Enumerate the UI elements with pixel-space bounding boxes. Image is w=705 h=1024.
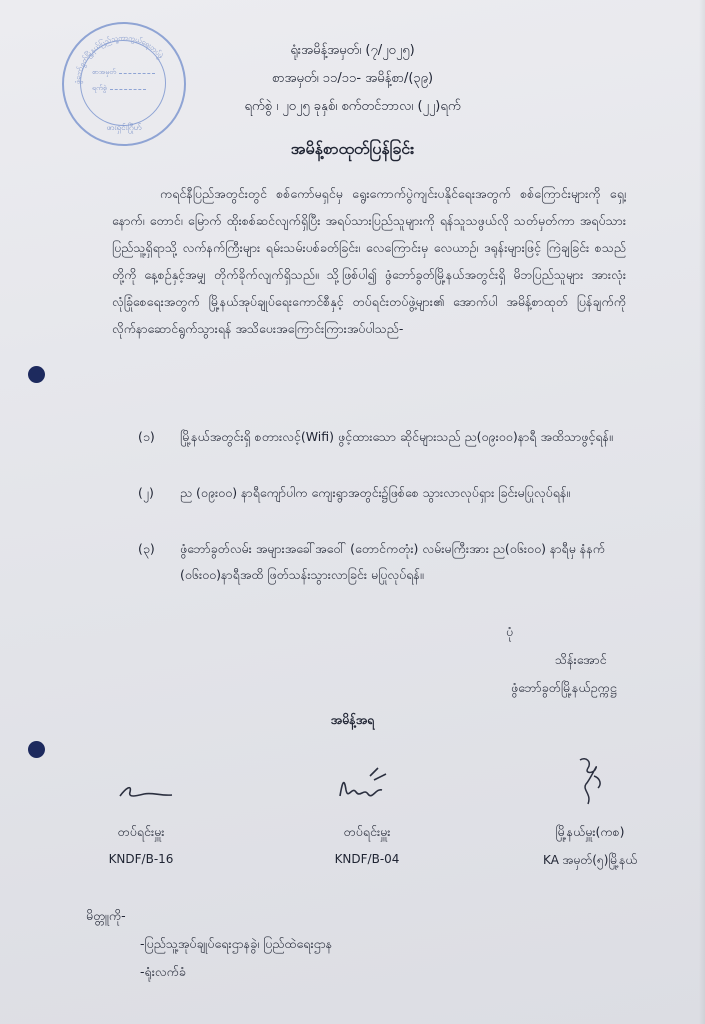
stamp-field-date: ရက်စွဲ xyxy=(92,84,146,94)
item-text: ဖွံဘော်ခွတ်လမ်း အများအခေါ်အဝေါ် (တောင်ကတုံး) လမ်းမကြီးအား ည(၀၆း၀၀) နာရီမှ နံနက် (၀၆း၀၀)နာရီအထိ ဖြတ်သန်းသွားလာခြင်း မပြုလုပ်ရန်။ xyxy=(180,541,606,582)
item-number: (၃) xyxy=(138,541,155,556)
item-number: (၁) xyxy=(138,429,155,444)
signature-drawing-2 xyxy=(334,766,394,804)
signature-drawing-3 xyxy=(572,754,612,810)
stamp-field-ref: စာအမှတ် xyxy=(92,68,155,78)
signer-3-title: မြို့နယ်မှူး(ကစ) xyxy=(555,824,625,839)
item-number: (၂) xyxy=(138,485,154,500)
copy-to-line-1: -ပြည်သူ့အုပ်ချုပ်ရေးဌာနခွဲ၊ ပြည်ထဲရေးဌာန xyxy=(140,936,333,951)
signature-mark: ပုံ xyxy=(506,624,514,639)
signer-3-code: KA အမှတ်(၅)မြို့နယ် xyxy=(543,853,637,867)
copy-to-line-2: -ရုံးလက်ခံ xyxy=(140,964,186,979)
document-title: အမိန့်စာထုတ်ပြန်ခြင်း xyxy=(290,139,415,158)
signature-drawing-1 xyxy=(116,778,176,802)
letter-number: စာအမှတ်၊ ၁၁/၁၁- အမိန့်စာ/(၃၉) xyxy=(271,71,434,86)
signer-1-title: တပ်ရင်းမှူး xyxy=(117,824,165,839)
order-number: ရုံးအမိန့်အမှတ်၊ (၇/၂၀၂၅) xyxy=(290,43,415,58)
signer-1-code: KNDF/B-16 xyxy=(108,852,174,866)
signatory-title: ဖွံဘော်ခွတ်မြို့နယ်ဥက္ကဋ္ဌ xyxy=(511,680,617,695)
signer-2-title: တပ်ရင်းမှူး xyxy=(343,824,391,839)
signer-2-code: KNDF/B-04 xyxy=(334,852,400,866)
binder-hole-bottom xyxy=(28,741,45,758)
by-order-heading: အမိန့်အရ xyxy=(330,712,375,727)
binder-hole-top xyxy=(28,366,45,383)
stamp-ring-text: ဖွံဘော်ခွတ်မြို့နယ်ပြည်သူ့ကာကွယ်ရေးတပ်ဖွဲ့ xyxy=(73,33,165,85)
stamp-bottom-text: ဖားရှင်းဂြိုဟ် xyxy=(106,123,142,132)
signatory-name: သိန်းအောင် xyxy=(555,652,607,667)
body-paragraph: ကရင်နီပြည်အတွင်းတွင် စစ်ကော်မရှင်မှ ရွေးကောက်ပွဲကျင်းပနိုင်ရေးအတွက် စစ်ကြောင်းများကို ရှေ့၊ နောက်၊ တောင်၊ မြောက် ထိုးစစ်ဆင်လျက်ရှိပြီး အရပ်သားပြည်သူများကို ရန်သူသဖွယ်လို သတ်မှတ်ကာ အရပ်သားပြည်သူ့ရှိရာသို့ လက်နက်ကြီးများ ရမ်းသမ်းပစ်ခတ်ခြင်း၊ လေကြောင်းမှ လေယာဉ်၊ ဒရုန်းများဖြင့် ကြဲချခြင်း စသည်တို့ကို နေ့စဉ်နှင့်အမျှ တိုက်ခိုက်လျက်ရှိသည်။ သို့ဖြစ်ပါ၍ ဖွံဘော်ခွတ်မြို့နယ်အတွင်းရှိ မိဘပြည်သူများ အားလုံး လုံခြုံစေရေးအတွက် မြို့နယ်အုပ်ချုပ်ရေးကောင်စီနှင့် တပ်ရင်းတပ်ဖွဲ့များ၏ အောက်ပါ အမိန့်စာထုတ် ပြန်ချက်ကို လိုက်နာဆောင်ရွက်သွားရန် အသိပေးအကြောင်းကြားအပ်ပါသည်- xyxy=(112,186,626,336)
letter-date: ရက်စွဲ ၊ ၂၀၂၅ ခုနှစ်၊ စက်တင်ဘာလ၊ (၂၂)ရက် xyxy=(244,99,461,114)
item-text: မြို့နယ်အတွင်းရှိ စတားလင့်(Wifi) ဖွင့်ထားသော ဆိုင်များသည် ည(၀၉း၀၀)နာရီ အထိသာဖွင့်ရန်။ xyxy=(180,429,613,444)
item-text: ည (၀၉း၀၀) နာရီကျော်ပါက ကျေးရွာအတွင်း၌ဖြစ်စေ သွားလာလုပ်ရှား ခြင်းမပြုလုပ်ရန်။ xyxy=(180,485,571,500)
copy-to-heading: မိတ္တူကို- xyxy=(86,908,126,923)
